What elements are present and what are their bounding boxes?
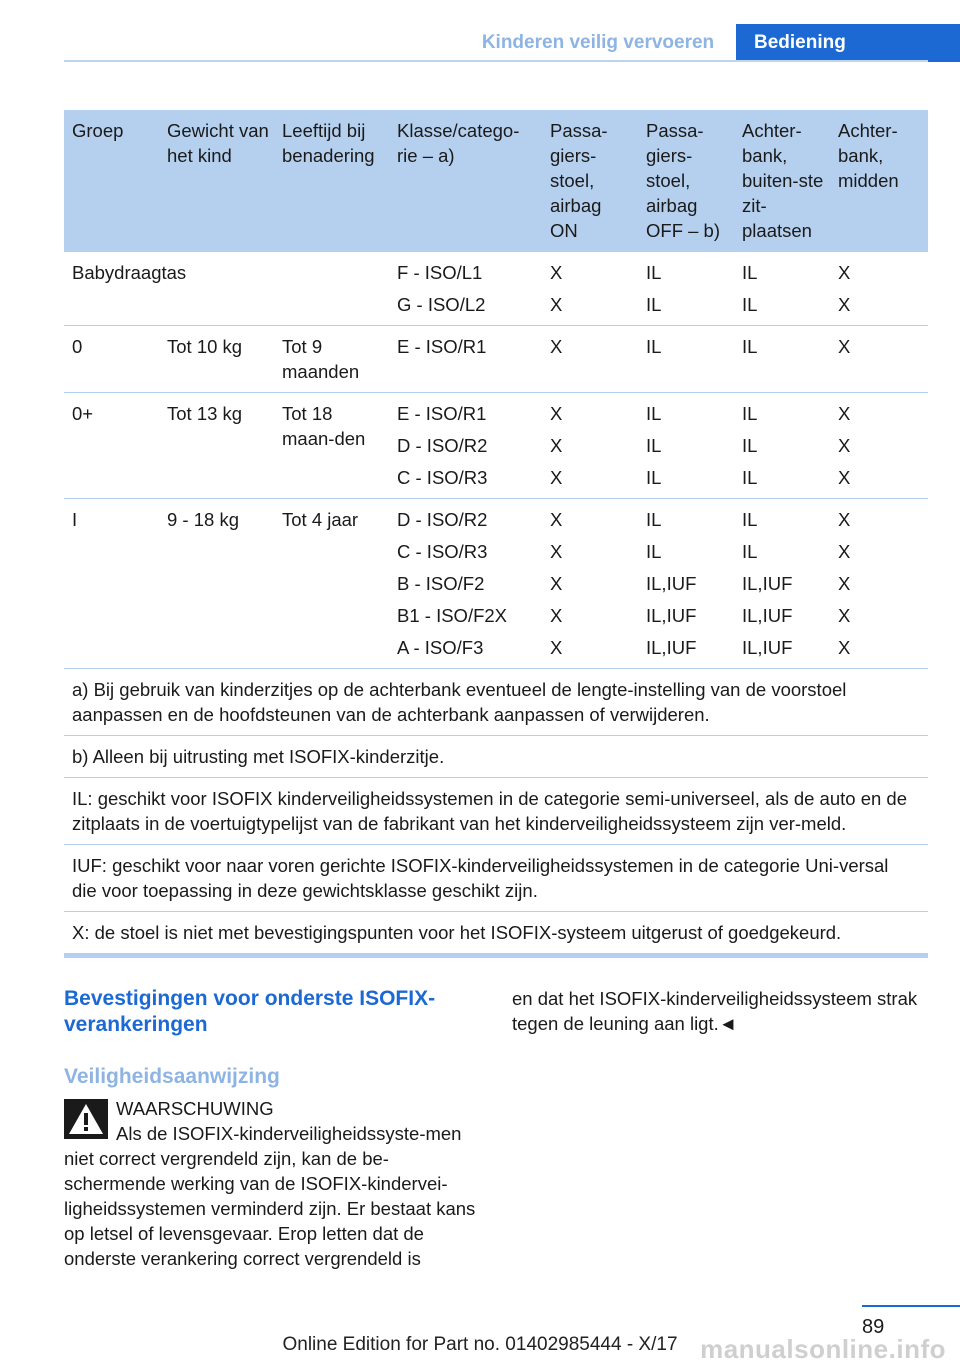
- header-cell-klasse: Klasse/catego-rie – a): [389, 110, 542, 252]
- cell-airbag-on: X X: [542, 252, 638, 326]
- cell-airbag-off: IL IL IL: [638, 393, 734, 499]
- table-header-row: [64, 110, 928, 252]
- cell-gewicht: Tot 10 kg: [159, 326, 274, 393]
- cell-klasse: E - ISO/R1: [389, 326, 542, 393]
- warning-block: [64, 1096, 484, 1271]
- header-cell-achterbank-midden: Achter-bank, midden: [830, 110, 928, 252]
- cell-buiten: IL IL IL,IUF IL,IUF IL,IUF: [734, 499, 830, 669]
- watermark: manualsonline.info: [700, 1334, 946, 1364]
- cell-airbag-on: X X X: [542, 393, 638, 499]
- cell-klasse: F - ISO/L1 G - ISO/L2: [389, 252, 542, 326]
- header-section-title: Kinderen veilig vervoeren: [481, 32, 715, 53]
- cell-midden: X X X: [830, 393, 928, 499]
- cell-groep: Babydraagtas: [64, 252, 389, 326]
- section-subheading: Veiligheidsaanwijzing: [64, 1065, 280, 1088]
- cell-airbag-on: X X X X X: [542, 499, 638, 669]
- cell-groep: 0+: [64, 393, 159, 499]
- cell-midden: X X X X X: [830, 499, 928, 669]
- warning-title: WAARSCHUWING: [116, 1098, 274, 1119]
- table-note-row: [64, 736, 928, 778]
- cell-airbag-off: IL IL IL,IUF IL,IUF IL,IUF: [638, 499, 734, 669]
- warning-triangle-icon: [64, 1099, 108, 1139]
- cell-airbag-on: X: [542, 326, 638, 393]
- section-heading: Bevestigingen voor onderste ISOFIX-verankeringen: [64, 987, 436, 1036]
- cell-groep: I: [64, 499, 159, 669]
- cell-leeftijd: Tot 18 maan-den: [274, 393, 389, 499]
- table-note-row: [64, 845, 928, 912]
- header-cell-leeftijd: Leeftijd bij benadering: [274, 110, 389, 252]
- right-column: [512, 986, 928, 1036]
- continuation-text: en dat het ISOFIX-kinderveiligheidssysteem strak tegen de leuning aan ligt.◄: [512, 988, 918, 1034]
- cell-leeftijd: Tot 4 jaar: [274, 499, 389, 669]
- cell-klasse: E - ISO/R1 D - ISO/R2 C - ISO/R3: [389, 393, 542, 499]
- cell-buiten: IL IL IL: [734, 393, 830, 499]
- cell-midden: X: [830, 326, 928, 393]
- header-divider: [64, 60, 928, 62]
- cell-gewicht: 9 - 18 kg: [159, 499, 274, 669]
- cell-groep: 0: [64, 326, 159, 393]
- header-cell-airbag-off: Passa-giers-stoel, airbag OFF – b): [638, 110, 734, 252]
- warning-text: Als de ISOFIX-kinderveiligheidssyste-men niet correct vergrendeld zijn, kan de be-schermende werking van de ISOFIX-kindervei-ligheidssystemen verminderd zijn. Er bestaat kans op letsel of levensgevaar. Erop letten dat de onderste verankering correct vergrendeld is: [64, 1123, 476, 1269]
- header-cell-achterbank-buiten: Achter-bank, buiten-ste zit-plaatsen: [734, 110, 830, 252]
- edition-line: Online Edition for Part no. 01402985444 - X/17: [282, 1334, 678, 1355]
- note-x: X: de stoel is niet met bevestigingspunten voor het ISOFIX-systeem uitgerust of goedgekeurd.: [64, 912, 928, 956]
- table-note-row: [64, 778, 928, 845]
- table-note-row: [64, 669, 928, 736]
- table-row: [64, 326, 928, 393]
- cell-leeftijd: Tot 9 maanden: [274, 326, 389, 393]
- note-b: b) Alleen bij uitrusting met ISOFIX-kinderzitje.: [64, 736, 928, 778]
- header-cell-groep: Groep: [64, 110, 159, 252]
- cell-airbag-off: IL: [638, 326, 734, 393]
- cell-buiten: IL: [734, 326, 830, 393]
- table-row: [64, 499, 928, 669]
- left-column: [64, 986, 484, 1271]
- note-il: IL: geschikt voor ISOFIX kinderveiligheidssystemen in de categorie semi-universeel, als de auto en de zitplaats in de voertuigtypelijst van de fabrikant van het kinderveiligheidssysteem zijn ver-meld.: [64, 778, 928, 845]
- header-cell-airbag-on: Passa-giers-stoel, airbag ON: [542, 110, 638, 252]
- cell-midden: X X: [830, 252, 928, 326]
- note-a: a) Bij gebruik van kinderzitjes op de achterbank eventueel de lengte-instelling van de voorstoel aanpassen en de hoofdsteunen van de achterbank aanpassen of verwijderen.: [64, 669, 928, 736]
- footer-divider: [862, 1305, 960, 1307]
- header-cell-gewicht: Gewicht van het kind: [159, 110, 274, 252]
- table-row: [64, 393, 928, 499]
- isofix-table: [64, 110, 928, 958]
- cell-klasse: D - ISO/R2 C - ISO/R3 B - ISO/F2 B1 - ISO/F2X A - ISO/F3: [389, 499, 542, 669]
- table-note-row: [64, 912, 928, 956]
- page-number: 89: [862, 1316, 885, 1338]
- table-row: [64, 252, 928, 326]
- note-iuf: IUF: geschikt voor naar voren gerichte ISOFIX-kinderveiligheidssystemen in de categorie Uni-versal die voor toepassing in deze gewichtsklasse geschikt zijn.: [64, 845, 928, 912]
- cell-airbag-off: IL IL: [638, 252, 734, 326]
- cell-gewicht: Tot 13 kg: [159, 393, 274, 499]
- header-tab: Bediening: [736, 24, 960, 62]
- cell-buiten: IL IL: [734, 252, 830, 326]
